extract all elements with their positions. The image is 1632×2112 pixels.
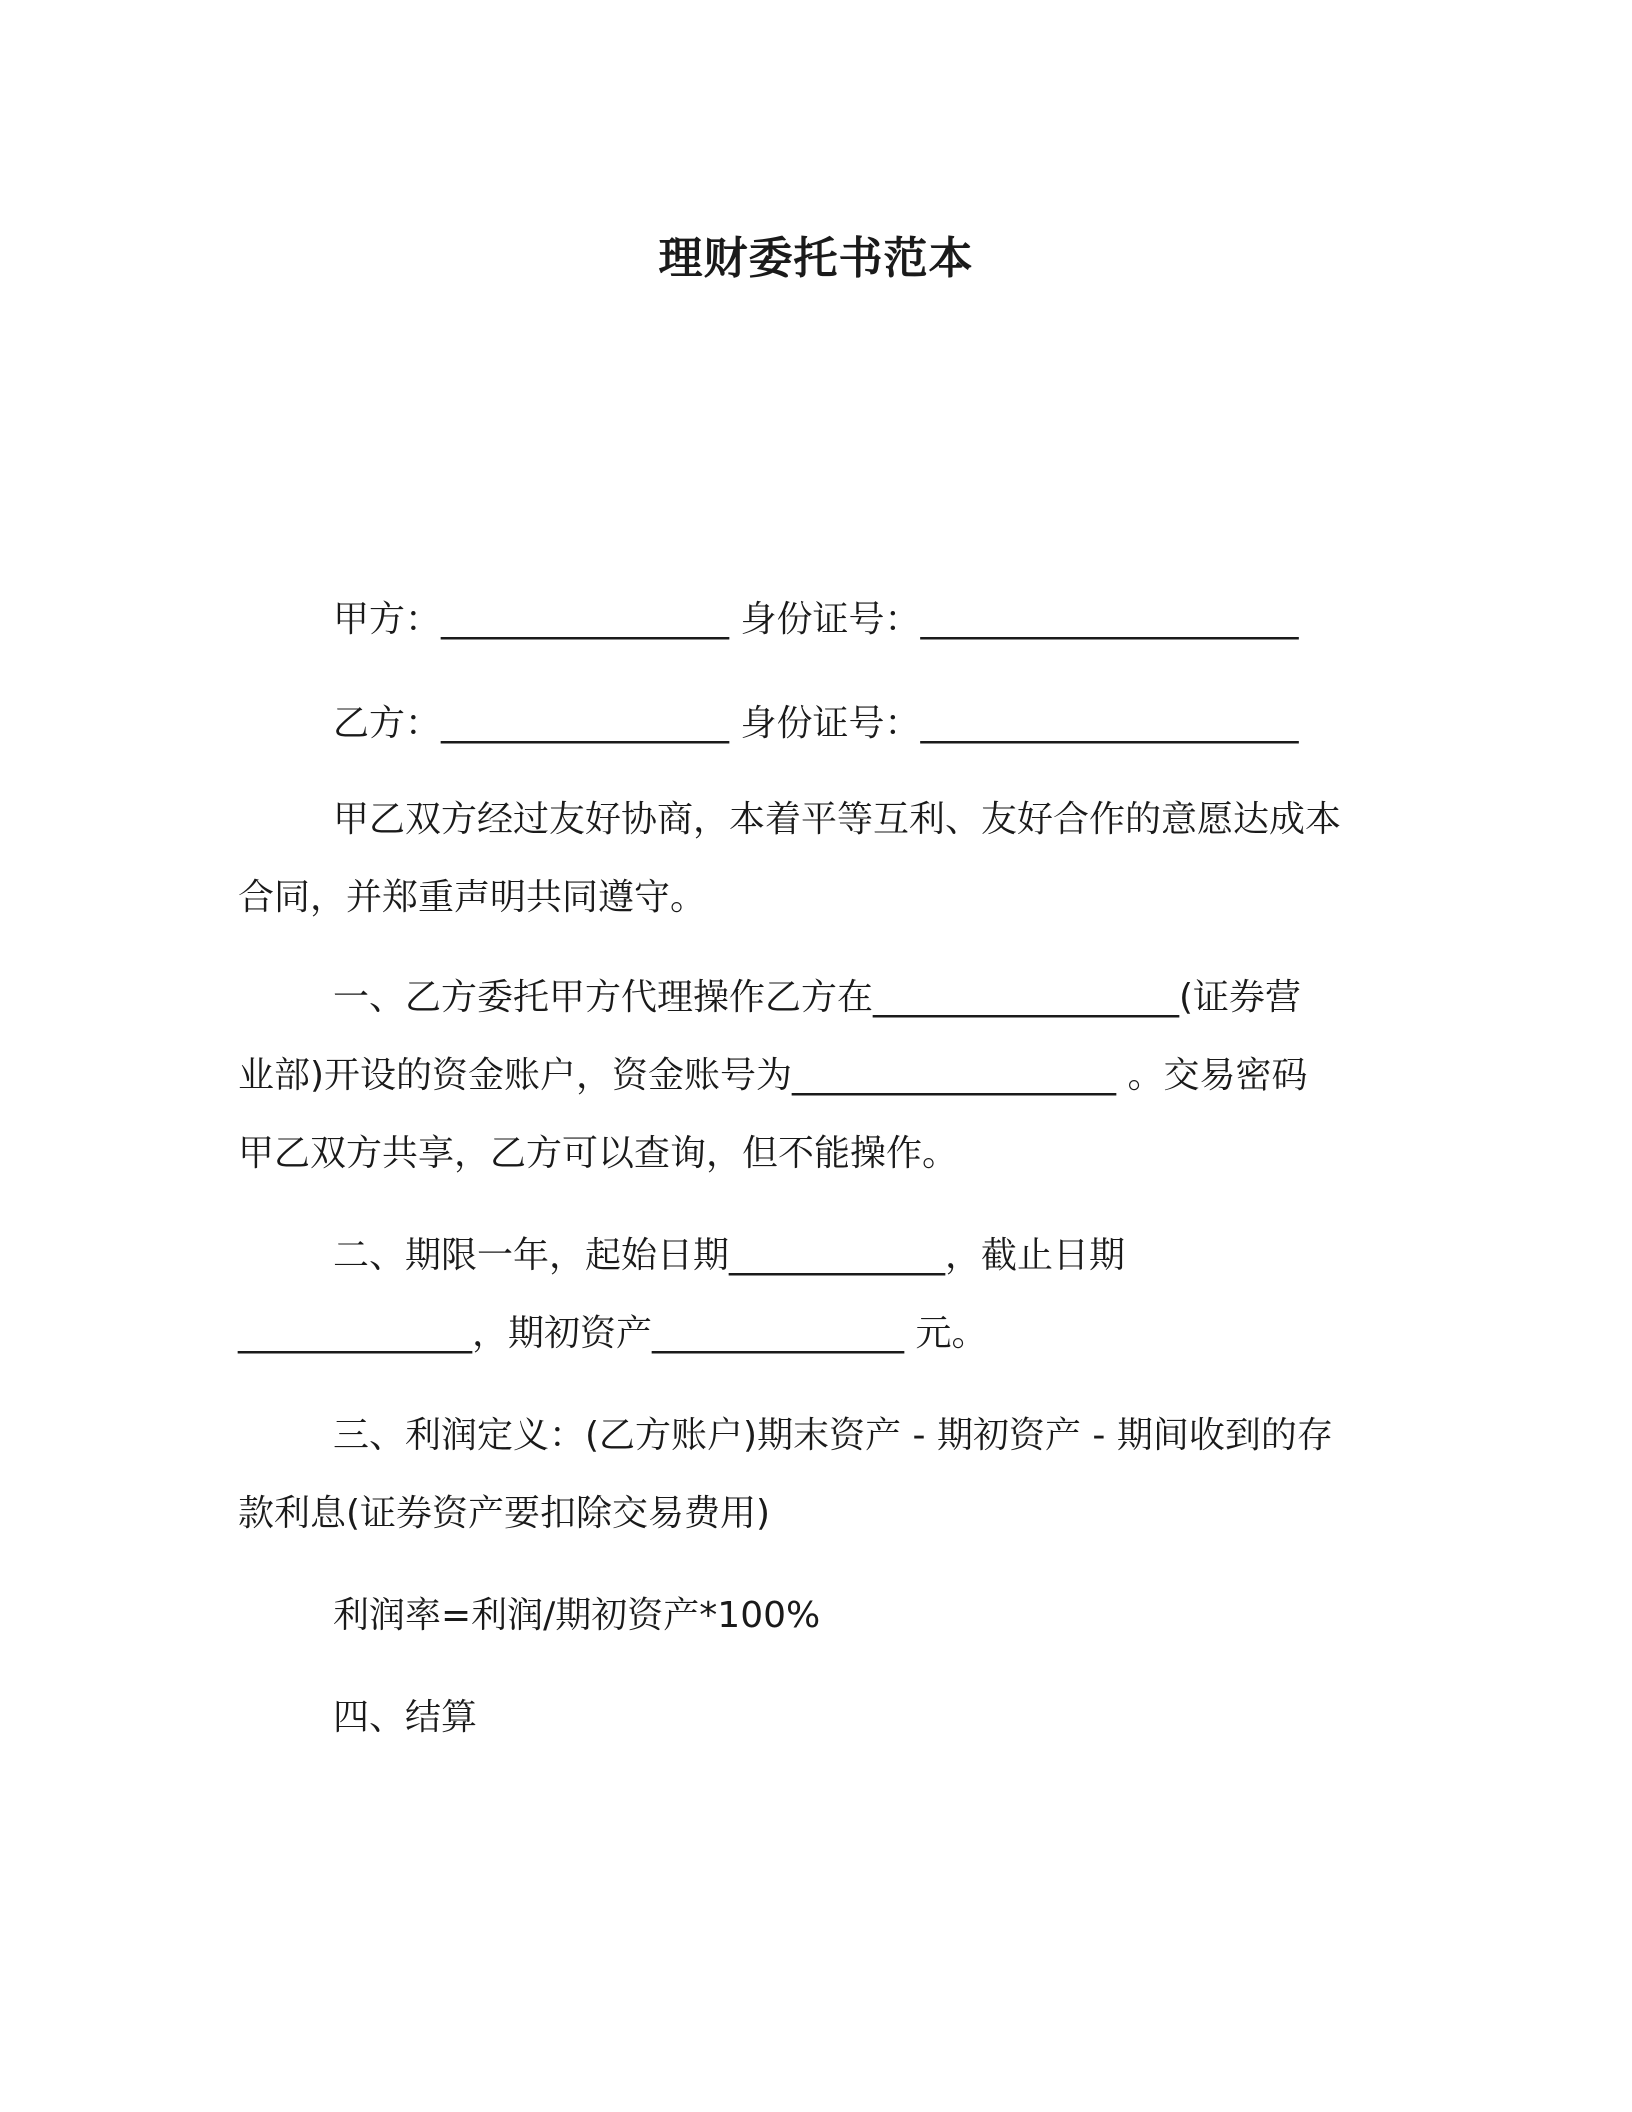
- clause-1-line-3: 甲乙双方共享，乙方可以查询，但不能操作。: [238, 1133, 959, 1174]
- profit-rate-formula: 利润率=利润/期初资产*100%: [333, 1595, 821, 1636]
- clause-3-line-2: 款利息(证券资产要扣除交易费用): [238, 1493, 771, 1534]
- party-a-line: 甲方：________________ 身份证号：_____________________: [333, 599, 1299, 640]
- clause-2-line-1: 二、期限一年，起始日期____________，截止日期: [333, 1235, 1126, 1276]
- clause-3-line-1: 三、利润定义：(乙方账户)期末资产 - 期初资产 - 期间收到的存: [333, 1415, 1333, 1456]
- preamble-line-1: 甲乙双方经过友好协商，本着平等互利、友好合作的意愿达成本: [333, 799, 1342, 840]
- clause-2-line-2: _____________，期初资产______________ 元。: [238, 1313, 988, 1354]
- party-b-line: 乙方：________________ 身份证号：_____________________: [333, 703, 1299, 744]
- document-title: 理财委托书范本: [658, 233, 974, 284]
- clause-1-line-1: 一、乙方委托甲方代理操作乙方在_________________(证券营: [333, 977, 1302, 1018]
- clause-4-heading: 四、结算: [333, 1697, 478, 1738]
- clause-1-line-2: 业部)开设的资金账户，资金账号为__________________ 。交易密码: [238, 1055, 1308, 1096]
- preamble-line-2: 合同，并郑重声明共同遵守。: [238, 877, 707, 918]
